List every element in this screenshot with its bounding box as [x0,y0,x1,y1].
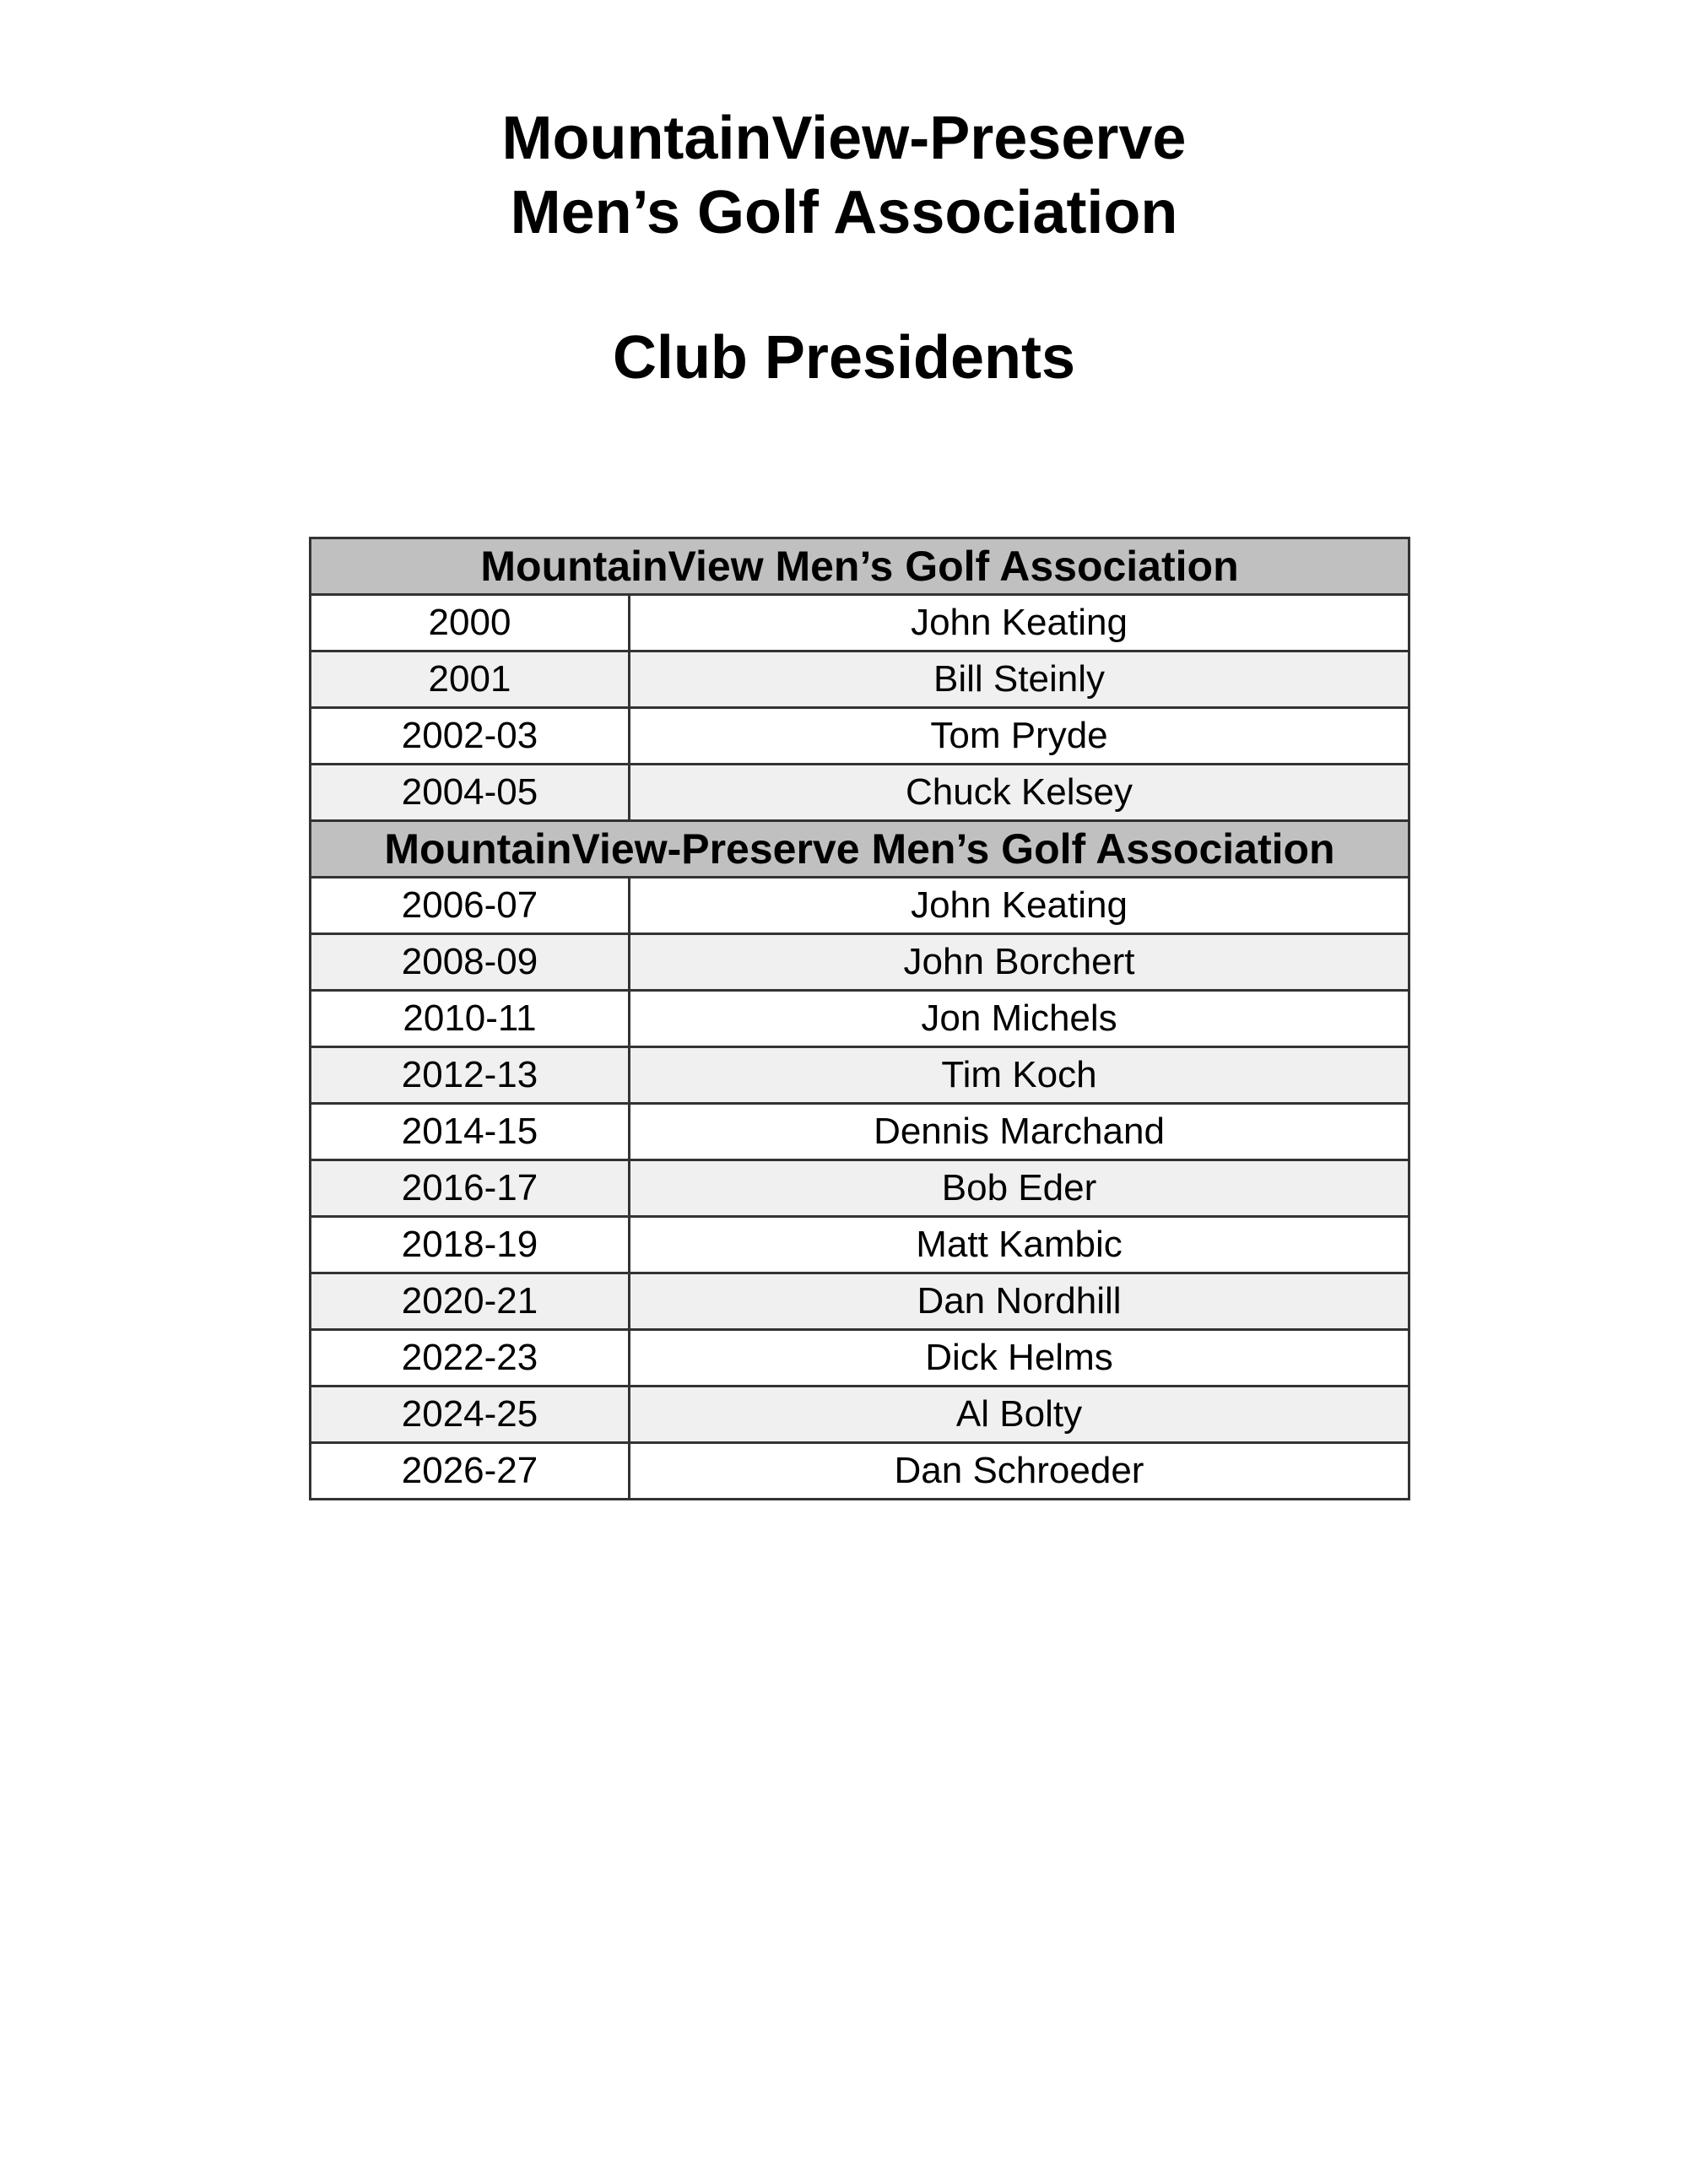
year-cell: 2020-21 [311,1273,630,1330]
table-row [311,708,1409,765]
president-name-cell: Matt Kambic [630,1217,1409,1273]
year-cell: 2002-03 [311,708,630,765]
title-line-1: MountainView-Preserve [501,105,1187,172]
president-name-cell: Dick Helms [630,1330,1409,1387]
club-presidents-table [309,537,1410,1500]
year-cell: 2012-13 [311,1047,630,1104]
president-name-cell: Tim Koch [630,1047,1409,1104]
table-row [311,878,1409,934]
year-cell: 2004-05 [311,765,630,821]
year-cell: 2026-27 [311,1443,630,1500]
year-cell: 2018-19 [311,1217,630,1273]
president-name-cell: John Keating [630,595,1409,651]
year-cell: 2000 [311,595,630,651]
page-subtitle: Club Presidents [612,324,1076,392]
president-name-cell: Dan Schroeder [630,1443,1409,1500]
year-cell: 2010-11 [311,991,630,1047]
year-cell: 2001 [311,651,630,708]
section-heading: MountainView Men’s Golf Association [311,538,1409,595]
table-row [311,1443,1409,1500]
president-name-cell: Dan Nordhill [630,1273,1409,1330]
table-row [311,1104,1409,1160]
year-cell: 2008-09 [311,934,630,991]
president-name-cell: Tom Pryde [630,708,1409,765]
president-name-cell: John Borchert [630,934,1409,991]
president-name-cell: Bill Steinly [630,651,1409,708]
document-title [0,101,1688,250]
table-row [311,991,1409,1047]
table-row [311,651,1409,708]
year-cell: 2016-17 [311,1160,630,1217]
table-row [311,1273,1409,1330]
president-name-cell: Al Bolty [630,1387,1409,1443]
year-cell: 2014-15 [311,1104,630,1160]
president-name-cell: Bob Eder [630,1160,1409,1217]
table-row [311,934,1409,991]
table-row [311,1217,1409,1273]
year-cell: 2024-25 [311,1387,630,1443]
table-row [311,1387,1409,1443]
president-name-cell: Dennis Marchand [630,1104,1409,1160]
table-row [311,1047,1409,1104]
section-heading: MountainView-Preserve Men’s Golf Association [311,821,1409,878]
table-row [311,765,1409,821]
section-header-row [311,821,1409,878]
president-name-cell: Jon Michels [630,991,1409,1047]
section-header-row [311,538,1409,595]
title-line-2: Men’s Golf Association [510,179,1178,246]
presidents-table-body [311,538,1409,1500]
year-cell: 2006-07 [311,878,630,934]
president-name-cell: John Keating [630,878,1409,934]
president-name-cell: Chuck Kelsey [630,765,1409,821]
table-row [311,1330,1409,1387]
table-row [311,1160,1409,1217]
table-row [311,595,1409,651]
year-cell: 2022-23 [311,1330,630,1387]
